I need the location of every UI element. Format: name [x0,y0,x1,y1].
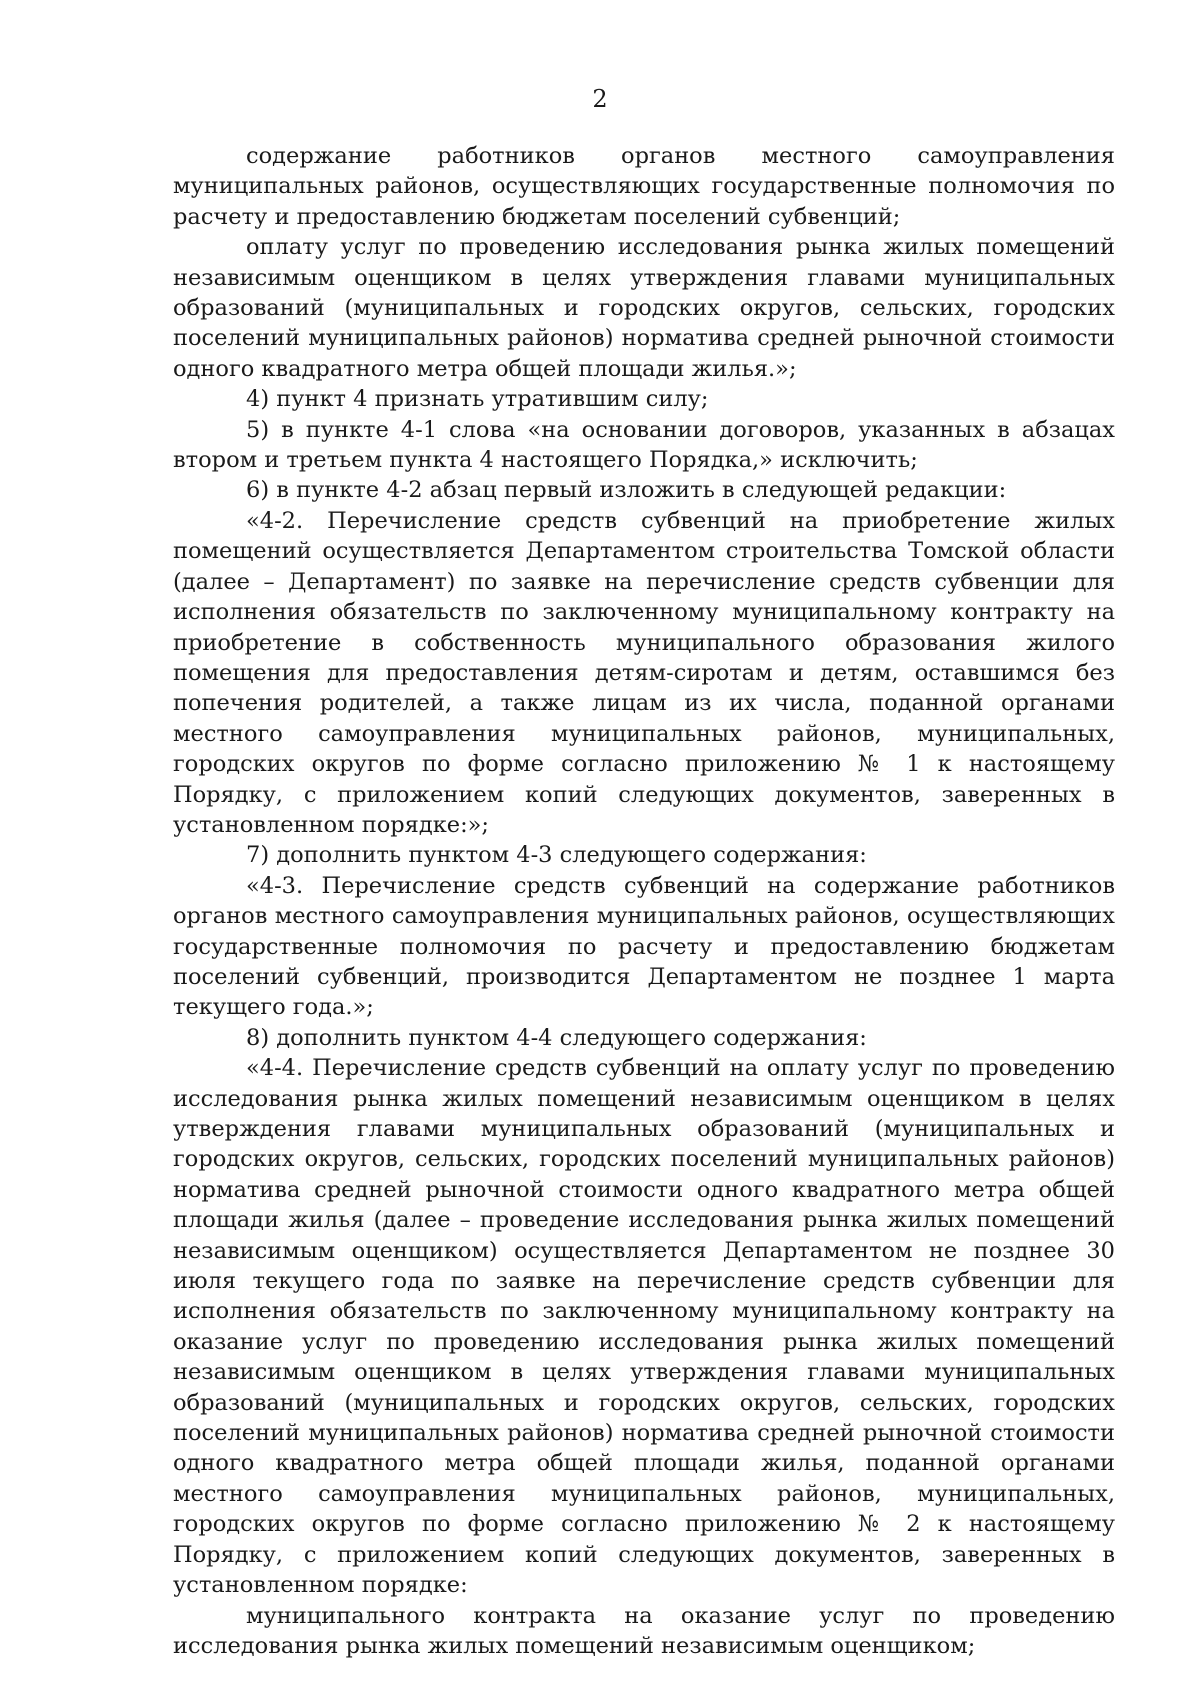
paragraph-item-6: 6) в пункте 4-2 абзац первый изложить в следующей редакции: [246,477,1007,504]
paragraph-appraiser-services: оплату услуг по проведению исследования рынка жилых помещений независимым оценщиком в целях утверждения главами муниципальных образований (муниципальных и городских округов, сельских, городских поселений муниципальных районов) норматива средней рыночной стоимости одного квадратного метра общей площади жилья.»; [173,234,1115,382]
paragraph-item-8: 8) дополнить пунктом 4-4 следующего содержания: [246,1024,867,1051]
paragraph-item-4: 4) пункт 4 признать утратившим силу; [246,386,709,413]
paragraph-item-7: 7) дополнить пунктом 4-3 следующего содержания: [246,842,867,869]
paragraph-clause-4-2: «4-2. Перечисление средств субвенций на приобретение жилых помещений осуществляется Департаментом строительства Томской области (далее – Департамент) по заявке на перечисление средств субвенции для исполнения обязательств по заключенному муниципальному контракту на приобретение в собственность муниципального образования жилого помещения для предоставления детям-сиротам и детям, оставшимся без попечения родителей, а также лицам из их числа, поданной органами местного самоуправления муниципальных районов, муниципальных, городских округов по форме согласно приложению № 1 к настоящему Порядку, с приложением копий следующих документов, заверенных в установленном порядке:»; [173,507,1115,838]
paragraph-clause-4-4: «4-4. Перечисление средств субвенций на оплату услуг по проведению исследования рынка жилых помещений независимым оценщиком в целях утверждения главами муниципальных образований (муниципальных и городских округов, сельских, городских поселений муниципальных районов) норматива средней рыночной стоимости одного квадратного метра общей площади жилья (далее – проведение исследования рынка жилых помещений независимым оценщиком) осуществляется Департаментом не позднее 30 июля текущего года по заявке на перечисление средств субвенции для исполнения обязательств по заключенному муниципальному контракту на оказание услуг по проведению исследования рынка жилых помещений независимым оценщиком в целях утверждения главами муниципальных образований (муниципальных и городских округов, сельских, городских поселений муниципальных районов) норматива средней рыночной стоимости одного квадратного метра общей площади жилья, поданной органами местного самоуправления муниципальных районов, муниципальных, городских округов по форме согласно приложению № 2 к настоящему Порядку, с приложением копий следующих документов, заверенных в установленном порядке: [173,1055,1115,1599]
paragraph-municipal-contract: муниципального контракта на оказание услуг по проведению исследования рынка жилых помещений независимым оценщиком; [173,1602,1115,1659]
paragraph-subvention-staff-costs: содержание работников органов местного самоуправления муниципальных районов, осуществляющих государственные полномочия по расчету и предоставлению бюджетам поселений субвенций; [173,143,1115,230]
page-number: 2 [592,85,608,113]
paragraph-item-5: 5) в пункте 4-1 слова «на основании договоров, указанных в абзацах втором и третьем пункта 4 настоящего Порядка,» исключить; [173,416,1115,474]
paragraph-clause-4-3: «4-3. Перечисление средств субвенций на содержание работников органов местного самоуправления муниципальных районов, осуществляющих государственные полномочия по расчету и предоставлению бюджетам поселений субвенций, производится Департаментом не позднее 1 марта текущего года.»; [173,872,1115,1021]
document-body [173,141,1115,1661]
